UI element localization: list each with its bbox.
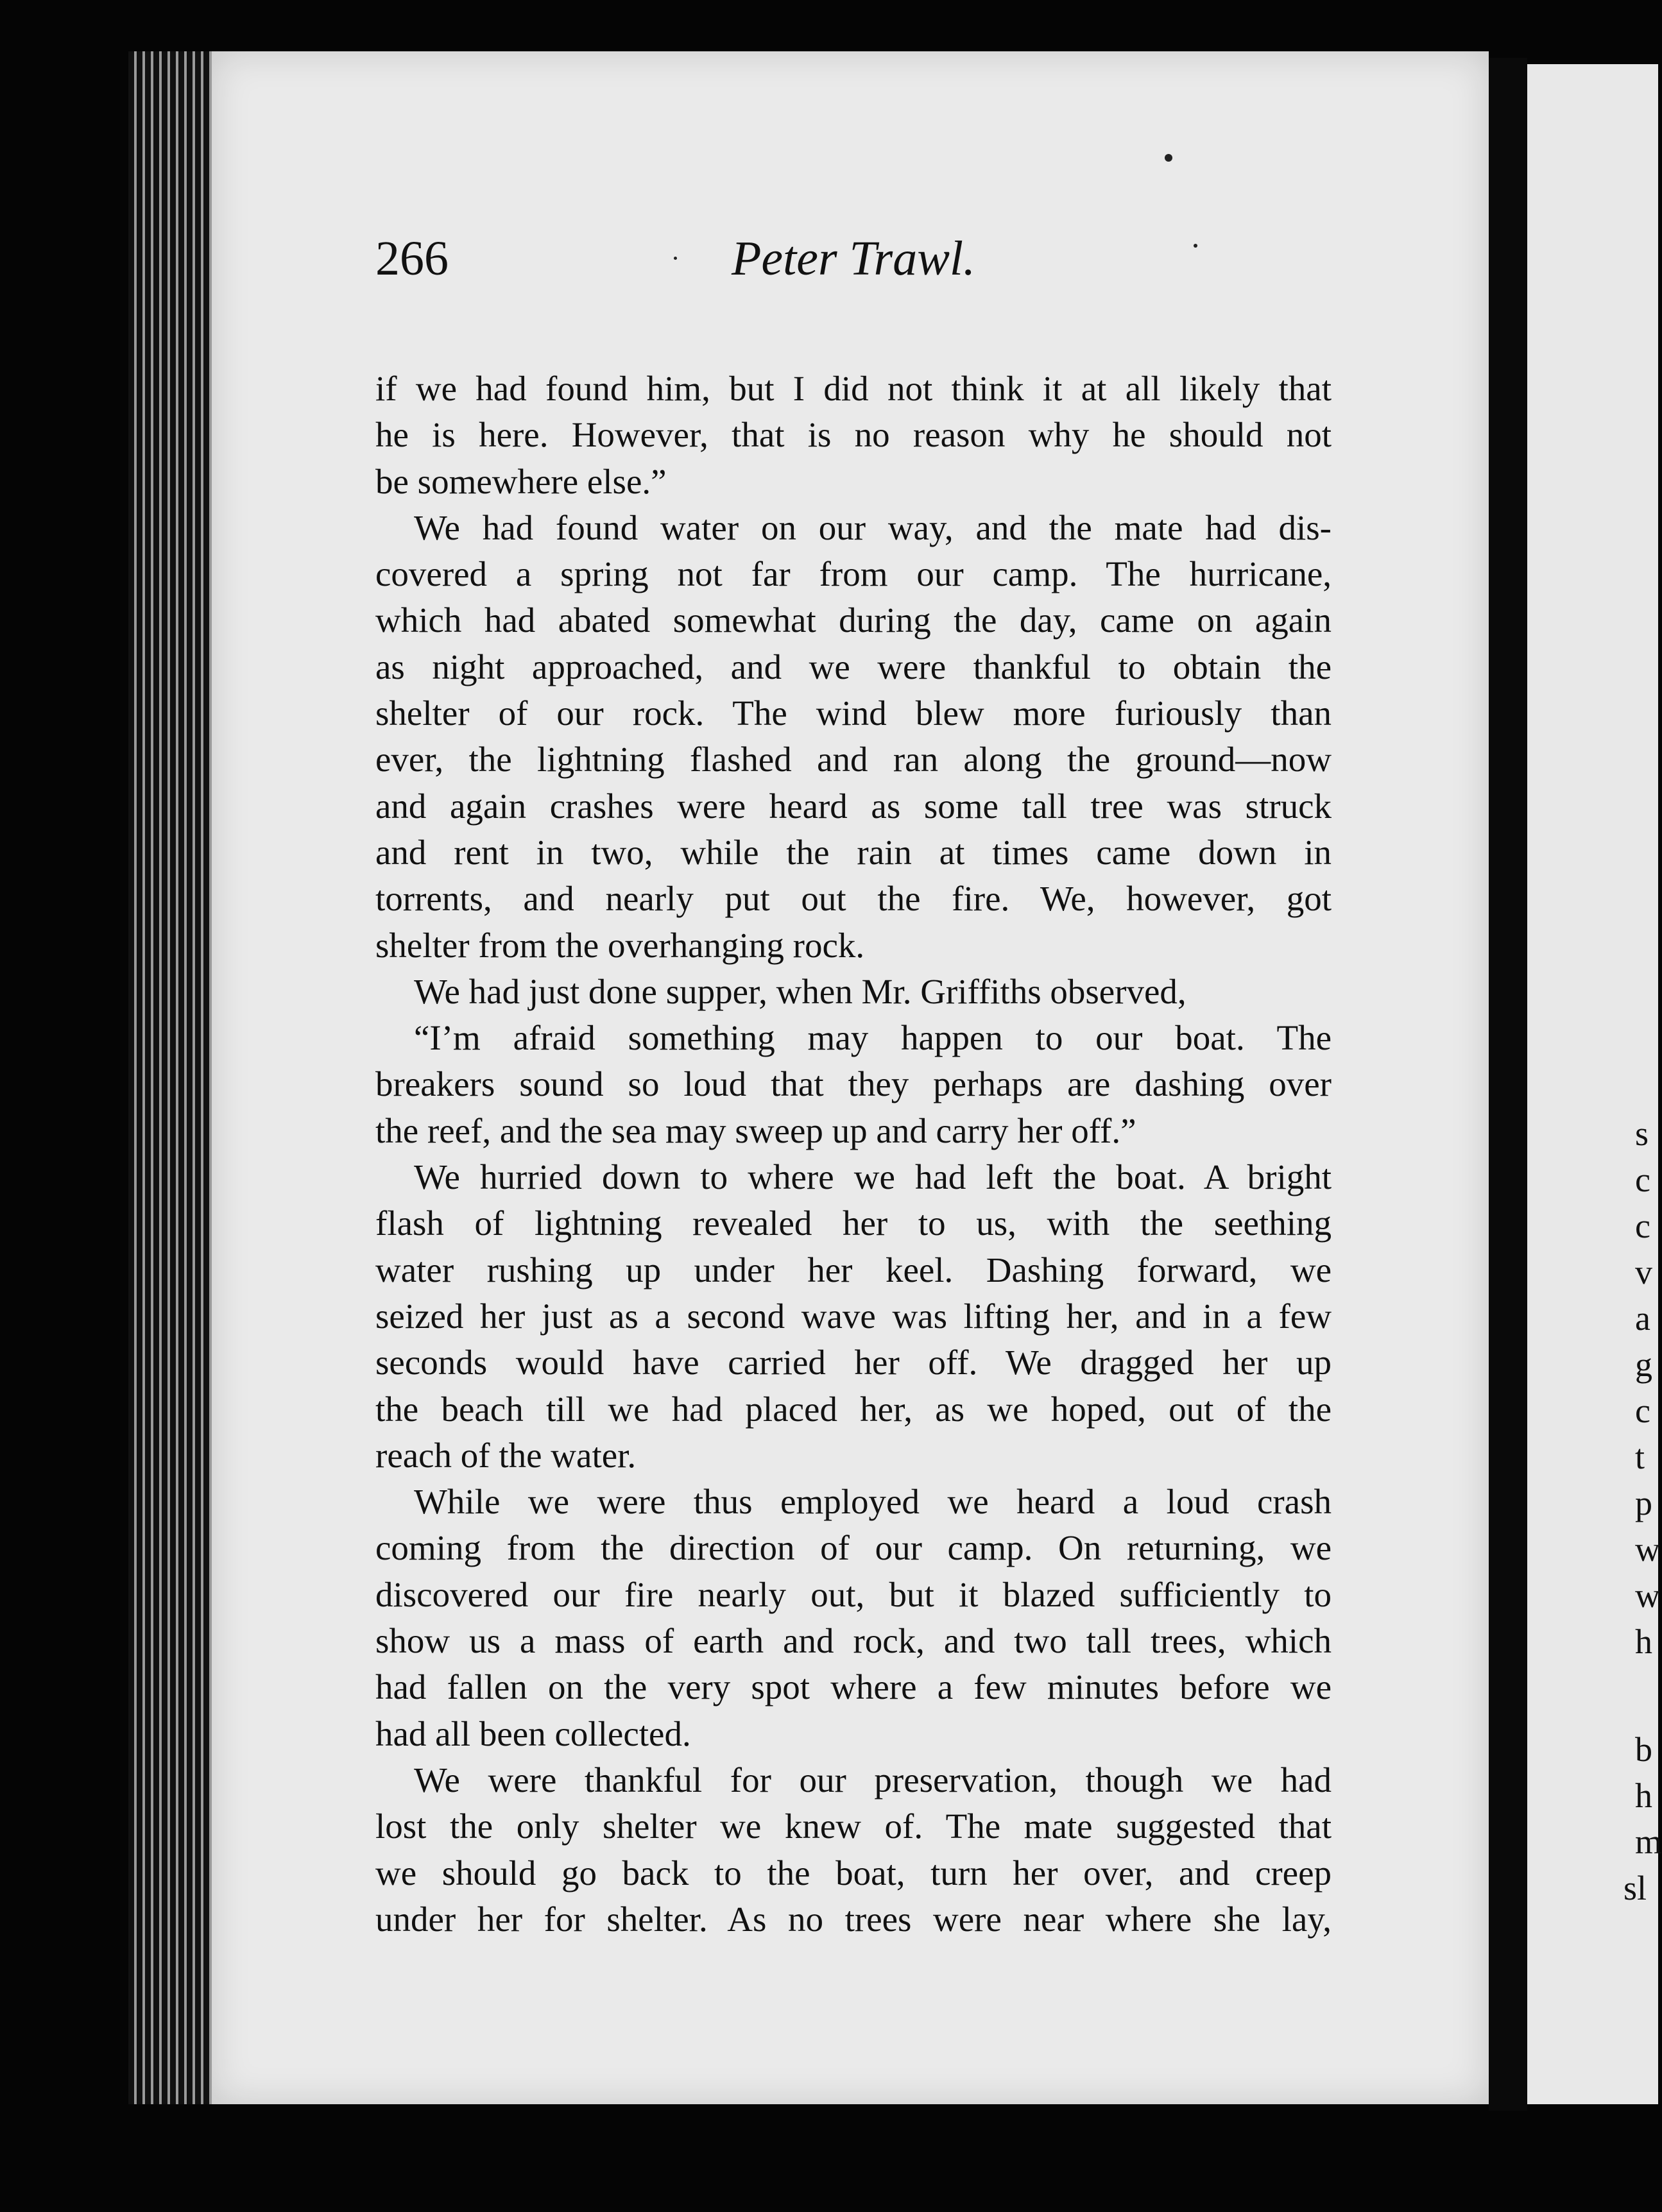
facing-page (1527, 64, 1662, 2104)
text-line: seized her just as a second wave was lifting her, and in a few (375, 1296, 1332, 1336)
text-line: lost the only shelter we knew of. The mate suggested that (375, 1807, 1332, 1846)
text-line: had all been collected. (375, 1714, 691, 1753)
facing-page-fragment: c (1635, 1207, 1650, 1245)
text-line: the reef, and the sea may sweep up and carry her off.” (375, 1110, 1136, 1150)
page-number: 266 (375, 232, 449, 285)
facing-page-fragment: a (1635, 1299, 1650, 1338)
text-line: the beach till we had placed her, as we hoped, out of the (375, 1389, 1332, 1429)
text-line: ever, the lightning flashed and ran along the ground—now (375, 740, 1332, 779)
text-line: torrents, and nearly put out the fire. We, however, got (375, 879, 1332, 919)
text-line: and rent in two, while the rain at times came down in (375, 832, 1332, 872)
text-line: under her for shelter. As no trees were near where she lay, (375, 1899, 1332, 1939)
facing-page-fragment: c (1635, 1391, 1650, 1430)
text-line: “I’m afraid something may happen to our boat. The (414, 1018, 1332, 1058)
text-line: flash of lightning revealed her to us, with the seething (375, 1204, 1332, 1243)
paper-speck (1165, 154, 1172, 162)
running-title: Peter Trawl. (731, 232, 976, 285)
text-line: discovered our fire nearly out, but it blazed sufficiently to (375, 1574, 1332, 1614)
paper-speck (1194, 244, 1197, 248)
facing-page-fragment: b (1635, 1730, 1652, 1769)
text-line: he is here. However, that is no reason why he should not (375, 415, 1332, 455)
text-line: We were thankful for our preservation, though we had (414, 1760, 1332, 1799)
text-line: shelter of our rock. The wind blew more furiously than (375, 693, 1332, 733)
facing-page-fragment: m (1635, 1823, 1662, 1861)
book-gutter (1489, 58, 1527, 2111)
facing-page-fragment: sl (1623, 1869, 1647, 1907)
text-line: which had abated somewhat during the day, came on again (375, 600, 1332, 640)
text-line: breakers sound so loud that they perhaps are dashing over (375, 1064, 1332, 1104)
text-line: We hurried down to where we had left the boat. A bright (414, 1157, 1332, 1197)
text-line: be somewhere else.” (375, 461, 667, 501)
body-text (375, 366, 1332, 1943)
text-line: water rushing up under her keel. Dashing forward, we (375, 1250, 1332, 1289)
text-line: covered a spring not far from our camp. The hurricane, (375, 554, 1332, 594)
text-line: had fallen on the very spot where a few minutes before we (375, 1667, 1332, 1707)
facing-page-fragment: c (1635, 1161, 1650, 1199)
facing-page-fragment: s (1635, 1114, 1649, 1153)
text-line: coming from the direction of our camp. On returning, we (375, 1528, 1332, 1568)
book-page-edges (128, 51, 225, 2104)
facing-page-fragment: w (1635, 1530, 1660, 1569)
facing-page-fragment: t (1635, 1438, 1645, 1476)
facing-page-fragment: p (1635, 1484, 1652, 1522)
text-line: While we were thus employed we heard a loud crash (414, 1482, 1332, 1522)
text-line: We had found water on our way, and the mate had dis- (414, 507, 1332, 547)
text-line: show us a mass of earth and rock, and two tall trees, which (375, 1621, 1332, 1661)
facing-page-fragment: w (1635, 1576, 1660, 1615)
text-line: we should go back to the boat, turn her over, and creep (375, 1853, 1332, 1893)
text-line: as night approached, and we were thankful to obtain the (375, 647, 1332, 686)
facing-page-fragment: v (1635, 1253, 1652, 1291)
text-line: and again crashes were heard as some tall tree was struck (375, 786, 1332, 826)
text-line: We had just done supper, when Mr. Griffiths observed, (414, 971, 1187, 1011)
facing-page-fragment: g (1635, 1345, 1652, 1384)
text-line: seconds would have carried her off. We dragged her up (375, 1343, 1332, 1382)
text-line: shelter from the overhanging rock. (375, 925, 865, 965)
text-line: if we had found him, but I did not think it at all likely that (375, 369, 1332, 408)
facing-page-fragment: h (1635, 1776, 1652, 1815)
paper-speck (674, 257, 677, 260)
book-page (212, 51, 1489, 2104)
text-line: reach of the water. (375, 1435, 637, 1475)
running-head (375, 231, 1332, 295)
facing-page-fragment: h (1635, 1622, 1652, 1661)
